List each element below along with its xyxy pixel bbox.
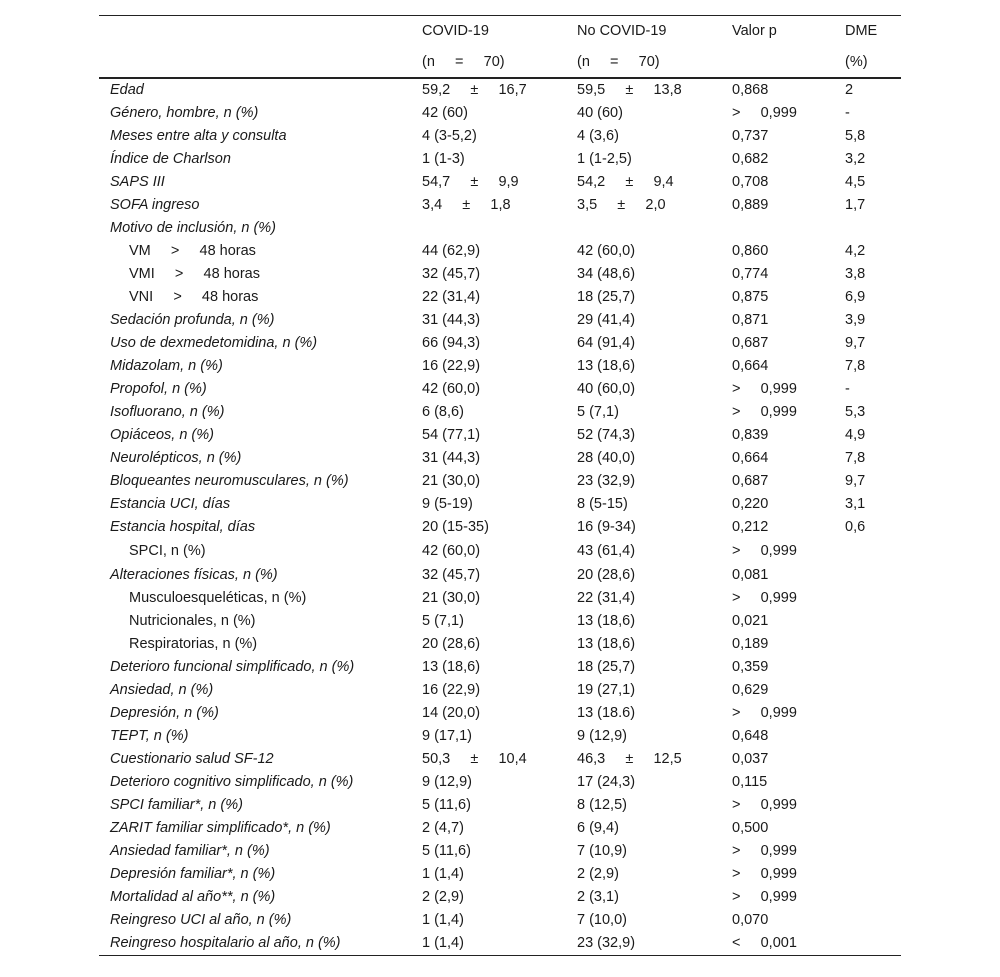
cell-no-covid: 46,3 ± 12,5 [577,751,682,767]
cell-no-covid: 6 (9,4) [577,820,619,836]
cell-covid: 22 (31,4) [422,289,481,305]
cell-no-covid: 5 (7,1) [577,404,619,420]
cell-covid: 20 (28,6) [422,636,481,652]
cell-p-value [721,217,834,240]
cell-p-value: > 0,999 [732,797,797,813]
cell-dme: 3,8 [845,266,866,282]
table-row [99,516,901,539]
cell-no-covid: 59,5 ± 13,8 [577,82,682,98]
cell-dme [834,748,901,771]
cell-dme [834,539,901,564]
cell-no-covid: 13 (18,6) [577,613,636,629]
cell-covid: 6 (8,6) [422,404,464,420]
cell-dme [834,587,901,610]
cell-no-covid: 52 (74,3) [577,427,636,443]
cell-covid: 1 (1-3) [422,151,465,167]
cell-dme [834,702,901,725]
cell-no-covid: 42 (60,0) [577,243,636,259]
cell-p-value: > 0,999 [732,889,797,905]
cell-no-covid: 17 (24,3) [577,774,636,790]
cell-covid: 14 (20,0) [422,705,481,721]
cell-no-covid: 2 (2,9) [577,866,619,882]
row-label: Isofluorano, n (%) [110,404,225,420]
cell-no-covid: 18 (25,7) [577,289,636,305]
row-label: Reingreso hospitalario al año, n (%) [99,932,411,956]
cell-p-value: 0,839 [732,427,769,443]
cell-covid: 50,3 ± 10,4 [422,751,527,767]
table-row [99,263,901,286]
cell-p-value: 0,682 [732,151,769,167]
cell-p-value: 0,860 [732,243,769,259]
cell-dme [834,794,901,817]
row-label: Género, hombre, n (%) [110,105,259,121]
cell-p-value: 0,070 [732,912,769,928]
cell-covid: 42 (60) [422,105,468,121]
row-label: Sedación profunda, n (%) [110,312,275,328]
row-label: Índice de Charlson [110,151,231,167]
cell-p-value: 0,648 [732,728,769,744]
cell-covid: 59,2 ± 16,7 [422,82,527,98]
cell-dme: 7,8 [845,450,866,466]
cell-dme: 5,8 [845,128,866,144]
table-row [99,125,901,148]
table-row [99,679,901,702]
table-row [99,424,901,447]
cell-no-covid: 3,5 ± 2,0 [577,197,666,213]
cell-no-covid: 20 (28,6) [577,567,636,583]
cell-covid: 42 (60,0) [422,543,481,559]
cell-p-value: 0,687 [732,473,769,489]
cell-no-covid: 7 (10,0) [577,912,627,928]
row-label: Estancia hospital, días [110,519,256,535]
header-p-value: Valor p [721,16,834,48]
cell-no-covid: 4 (3,6) [577,128,619,144]
cell-dme: 7,8 [845,358,866,374]
cell-p-value: 0,774 [732,266,769,282]
table-row [99,102,901,125]
cell-no-covid: 23 (32,9) [577,473,636,489]
cell-p-value: 0,889 [732,197,769,213]
row-label: Reingreso UCI al año, n (%) [110,912,292,928]
cell-p-value: 0,081 [732,567,769,583]
cell-no-covid: 2 (3,1) [577,889,619,905]
cell-covid: 4 (3-5,2) [422,128,477,144]
cell-no-covid: 23 (32,9) [566,932,721,956]
cell-p-value: 0,868 [732,82,769,98]
cell-covid [411,217,566,240]
cell-no-covid: 19 (27,1) [577,682,636,698]
cell-covid: 2 (2,9) [422,889,464,905]
header-subrow [99,47,901,78]
cell-no-covid: 13 (18.6) [577,705,636,721]
row-label: SPCI, n (%) [129,543,206,559]
cell-no-covid [566,217,721,240]
cell-covid: 1 (1,4) [422,912,464,928]
cell-p-value: 0,500 [732,820,769,836]
cell-no-covid: 34 (48,6) [577,266,636,282]
row-label: Edad [110,82,144,98]
cell-dme [834,817,901,840]
cell-dme: 2 [845,82,854,98]
table-row [99,794,901,817]
row-label: VM > 48 horas [129,243,256,259]
cell-p-value: > 0,999 [732,404,797,420]
table-row [99,840,901,863]
row-label: Meses entre alta y consulta [110,128,287,144]
cell-dme: - [845,381,850,397]
cell-covid: 31 (44,3) [422,312,481,328]
cell-covid: 32 (45,7) [422,567,481,583]
header-row [99,16,901,48]
cell-p-value: 0,664 [732,450,769,466]
cell-p-value: 0,875 [732,289,769,305]
cell-dme [834,771,901,794]
row-label: Alteraciones físicas, n (%) [110,567,278,583]
cell-dme: 3,1 [845,496,866,512]
table-row [99,309,901,332]
header-n-no-covid: (n = 70) [566,47,721,78]
table-row [99,355,901,378]
cell-covid: 5 (11,6) [422,843,471,859]
cell-covid: 9 (17,1) [422,728,472,744]
cell-no-covid: 9 (12,9) [577,728,627,744]
cell-covid: 9 (12,9) [422,774,472,790]
cell-covid: 44 (62,9) [422,243,481,259]
cell-p-value: 0,871 [732,312,769,328]
row-label: Midazolam, n (%) [110,358,223,374]
table-row [99,932,901,956]
row-label: Propofol, n (%) [110,381,207,397]
cell-p-value: 0,687 [732,335,769,351]
cell-dme: 6,9 [845,289,866,305]
cell-no-covid: 64 (91,4) [577,335,636,351]
row-label: SOFA ingreso [110,197,200,213]
row-label: SAPS III [110,174,165,190]
cell-p-value: < 0,001 [721,932,834,956]
header-dme-unit: (%) [834,47,901,78]
cell-covid: 1 (1,4) [422,866,464,882]
cell-covid: 16 (22,9) [422,682,481,698]
cell-covid: 1 (1,4) [411,932,566,956]
cell-covid: 20 (15-35) [422,519,489,535]
row-label: Ansiedad familiar*, n (%) [110,843,270,859]
row-label: Deterioro funcional simplificado, n (%) [110,659,355,675]
row-label: SPCI familiar*, n (%) [110,797,243,813]
cell-p-value: 0,629 [732,682,769,698]
table-row [99,148,901,171]
cell-dme [834,564,901,587]
cell-p-value: > 0,999 [732,866,797,882]
table-row [99,378,901,401]
cell-covid: 2 (4,7) [422,820,464,836]
table-row [99,493,901,516]
table-row [99,909,901,932]
row-label: Ansiedad, n (%) [110,682,214,698]
cell-dme [834,217,901,240]
cell-no-covid: 22 (31,4) [577,590,636,606]
cell-dme [834,610,901,633]
cell-dme: 1,7 [845,197,866,213]
cell-no-covid: 40 (60) [577,105,623,121]
cell-covid: 5 (11,6) [422,797,471,813]
row-label: Bloqueantes neuromusculares, n (%) [110,473,349,489]
table-row [99,240,901,263]
cell-p-value: 0,708 [732,174,769,190]
cell-covid: 9 (5-19) [422,496,473,512]
row-label: ZARIT familiar simplificado*, n (%) [110,820,331,836]
cell-p-value: > 0,999 [732,105,797,121]
cell-dme: 4,2 [845,243,866,259]
comparison-table [99,15,901,956]
table-row [99,286,901,309]
row-label: Respiratorias, n (%) [129,636,258,652]
cell-dme [834,840,901,863]
cell-no-covid: 40 (60,0) [577,381,636,397]
table-row [99,539,901,564]
cell-no-covid: 43 (61,4) [577,543,636,559]
cell-no-covid: 1 (1-2,5) [577,151,632,167]
row-label: Depresión, n (%) [110,705,219,721]
cell-dme: 0,6 [845,519,866,535]
cell-no-covid: 7 (10,9) [577,843,627,859]
cell-dme [834,932,901,956]
cell-p-value: 0,664 [732,358,769,374]
cell-covid: 21 (30,0) [422,590,481,606]
cell-covid: 21 (30,0) [422,473,481,489]
row-label: Neurolépticos, n (%) [110,450,242,466]
row-label: VMI > 48 horas [129,266,260,282]
row-label: Uso de dexmedetomidina, n (%) [110,335,318,351]
cell-covid: 13 (18,6) [422,659,481,675]
cell-no-covid: 28 (40,0) [577,450,636,466]
table-row [99,633,901,656]
header-dme: DME [834,16,901,48]
cell-p-value: > 0,999 [732,590,797,606]
cell-p-value: > 0,999 [732,843,797,859]
cell-dme [834,656,901,679]
row-label: Cuestionario salud SF-12 [110,751,274,767]
cell-p-value: 0,021 [732,613,769,629]
cell-dme: 9,7 [845,335,866,351]
cell-no-covid: 8 (5-15) [577,496,628,512]
table-row [99,771,901,794]
row-label: TEPT, n (%) [110,728,189,744]
cell-covid: 16 (22,9) [422,358,481,374]
cell-dme [834,863,901,886]
row-label: Mortalidad al año**, n (%) [110,889,276,905]
row-label: Deterioro cognitivo simplificado, n (%) [110,774,354,790]
row-label: VNI > 48 horas [129,289,259,305]
cell-p-value: 0,737 [732,128,769,144]
cell-covid: 31 (44,3) [422,450,481,466]
table-row [99,194,901,217]
cell-no-covid: 13 (18,6) [577,358,636,374]
cell-dme [834,909,901,932]
cell-no-covid: 16 (9-34) [577,519,636,535]
table-body [99,78,901,956]
cell-dme: 4,5 [845,174,866,190]
table-row [99,817,901,840]
table-row [99,564,901,587]
cell-dme: - [845,105,850,121]
cell-p-value: 0,189 [732,636,769,652]
cell-dme [834,886,901,909]
table-row [99,447,901,470]
cell-no-covid: 54,2 ± 9,4 [577,174,674,190]
header-empty [721,47,834,78]
cell-covid: 3,4 ± 1,8 [422,197,511,213]
cell-no-covid: 29 (41,4) [577,312,636,328]
cell-dme: 3,9 [845,312,866,328]
cell-covid: 42 (60,0) [422,381,481,397]
cell-p-value: 0,212 [732,519,769,535]
cell-p-value: > 0,999 [732,381,797,397]
cell-p-value: 0,359 [732,659,769,675]
cell-dme [834,679,901,702]
cell-dme: 5,3 [845,404,866,420]
cell-no-covid: 8 (12,5) [577,797,627,813]
row-label: Opiáceos, n (%) [110,427,214,443]
row-label: Depresión familiar*, n (%) [110,866,276,882]
cell-covid: 66 (94,3) [422,335,481,351]
cell-no-covid: 18 (25,7) [577,659,636,675]
header-empty [99,47,411,78]
table-row [99,78,901,102]
header-n-covid: (n = 70) [411,47,566,78]
cell-dme [834,725,901,748]
cell-covid: 32 (45,7) [422,266,481,282]
table-row [99,702,901,725]
cell-dme [834,633,901,656]
table-row [99,656,901,679]
cell-dme: 4,9 [845,427,866,443]
table-row [99,610,901,633]
header-empty [99,16,411,48]
table-row [99,863,901,886]
table-row [99,401,901,424]
row-label: Musculoesqueléticas, n (%) [129,590,307,606]
table-row [99,217,901,240]
cell-p-value: 0,115 [732,774,768,790]
table-row [99,332,901,355]
table-row [99,470,901,493]
cell-p-value: 0,037 [732,751,769,767]
cell-p-value: > 0,999 [732,543,797,559]
row-label: Nutricionales, n (%) [129,613,256,629]
cell-dme: 9,7 [845,473,866,489]
row-label: Estancia UCI, días [110,496,231,512]
table-row [99,748,901,771]
header-no-covid: No COVID-19 [566,16,721,48]
cell-no-covid: 13 (18,6) [577,636,636,652]
header-covid: COVID-19 [411,16,566,48]
table-row [99,725,901,748]
table-row [99,587,901,610]
cell-covid: 5 (7,1) [422,613,464,629]
cell-dme: 3,2 [845,151,866,167]
table-row [99,171,901,194]
cell-covid: 54,7 ± 9,9 [422,174,519,190]
row-label: Motivo de inclusión, n (%) [110,220,277,236]
table-row [99,886,901,909]
cell-p-value: > 0,999 [732,705,797,721]
cell-covid: 54 (77,1) [422,427,481,443]
cell-p-value: 0,220 [732,496,769,512]
